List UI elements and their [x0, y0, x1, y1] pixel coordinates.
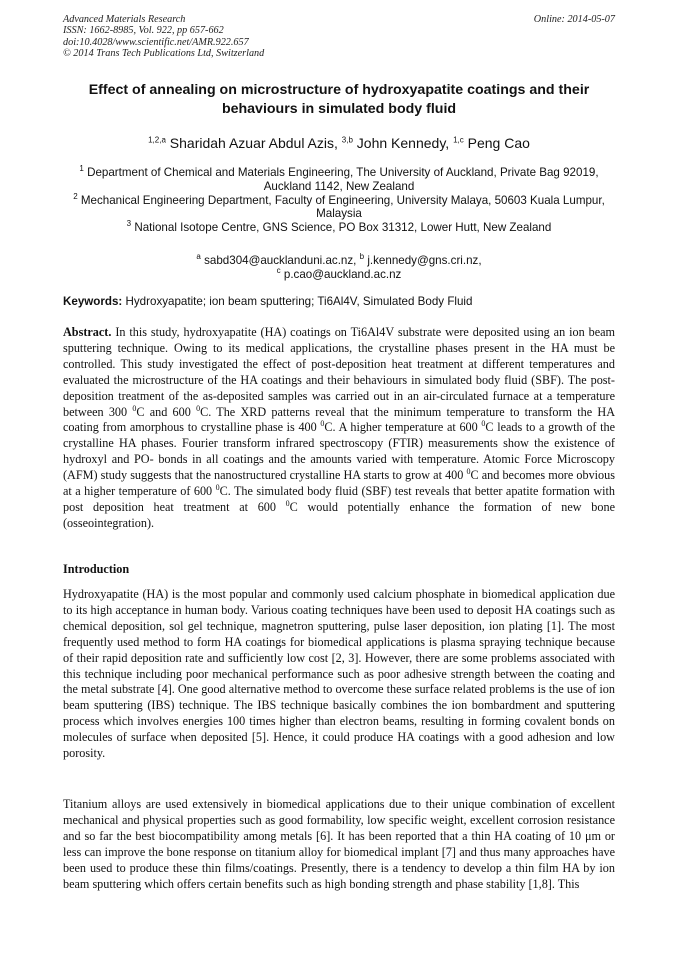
email-sup: a	[196, 252, 201, 262]
email-link[interactable]: j.kennedy@gns.cri.nz,	[367, 254, 482, 267]
keywords	[63, 295, 615, 309]
online-date: Online: 2014-05-07	[533, 14, 615, 25]
keywords-label: Keywords:	[63, 295, 123, 308]
keywords-text: Hydroxyapatite; ion beam sputtering; Ti6Al4V, Simulated Body Fluid	[125, 295, 473, 308]
abstract-text: C. The XRD patterns reveal that the minimum temperature to transform the HA coating from amorphous to crystalline phase is 400	[63, 404, 615, 435]
issn-line: ISSN: 1662-8985, Vol. 922, pp 657-662	[63, 25, 224, 37]
author-name: John Kennedy,	[356, 135, 450, 151]
author-list	[63, 134, 615, 152]
doi-line: doi:10.4028/www.scientific.net/AMR.922.657	[63, 36, 249, 48]
paragraph: Hydroxyapatite (HA) is the most popular and commonly used calcium phosphate in biomedical application due to its high acceptance in human body. Various coating techniques have been used to deposit HA coatings such as chemical deposition, sol gel technique, magnetron sputtering, pulse laser deposition, ion plating [1]. The most frequently used method to form HA coatings for biomedical applications is plasma spraying technique because of their rapid deposition rate and sufficiently low cost [2, 3]. However, there are some problems associated with this technique including poor mechanical performance such as poor adhesive strength between the coating and the metal substrate [4]. One good alternative method to overcome these surface related problems is the use of ion beam sputtering (IBS) technique. The IBS technique basically combines the ion bombardment and sputtering process which involves energies 100 times higher than electron beams, resulting in forming covalent bonds on molecules of surface when deposited [5]. Hence, it could produce HA coatings with a good adhesion and low porosity.	[63, 587, 615, 761]
author-sup: 3,b	[341, 135, 353, 145]
affiliation-list	[63, 166, 615, 235]
abstract-text: C and 600	[136, 404, 197, 419]
degree-sup: 0	[132, 403, 137, 413]
email-line	[63, 265, 615, 282]
abstract-text: C leads to a growth of the crystalline HA phases. Fourier transform infrared spectroscopy (FTIR) measurements show the existence of hydroxyl and PO- bonds in all coatings and the amounts varied with temperature. Atomic Force Microscopy (AFM) study suggests that the nanostructured crystalline HA starts to grow at 400	[63, 420, 615, 483]
abstract-text: C. A higher temperature at 600	[324, 420, 482, 435]
affiliation	[63, 221, 615, 235]
email-link[interactable]: sabd304@aucklanduni.ac.nz,	[204, 254, 357, 267]
author-name: Sharidah Azuar Abdul Azis,	[169, 135, 338, 151]
affiliation-sup: 3	[126, 219, 132, 229]
email-sup: b	[359, 252, 365, 262]
affiliation-sup: 1	[79, 164, 84, 174]
email-block	[63, 254, 615, 281]
abstract-text: C. The simulated body fluid (SBF) test reveals that better apatite formation with post deposition heat treatment at 600	[63, 484, 615, 514]
affiliation	[63, 166, 615, 194]
author-sup: 1,2,a	[148, 135, 166, 145]
abstract-text: C and becomes more obvious at a higher temperature of 600	[63, 468, 615, 499]
affiliation-sup: 2	[73, 191, 78, 201]
degree-sup: 0	[320, 419, 325, 429]
section-heading-introduction: Introduction	[63, 562, 130, 576]
degree-sup: 0	[285, 498, 290, 508]
degree-sup: 0	[215, 483, 220, 492]
abstract-text: In this study, hydroxyapatite (HA) coatings on Ti6Al4V substrate were deposited using an ion beam sputtering technique. Owing to its medical applications, the crystalline phases present in the HA must be controlled. This study investigated the effect of post-deposition heat treatment at different temperatures and evaluated the microstructure of the HA coatings and their behaviours in simulated body fluid (SBF). The post-deposition treatment of the as-deposited samples was carried out in an air-circulated furnace at a temperature between 300	[63, 325, 615, 419]
affiliation	[63, 191, 615, 222]
abstract-label: Abstract.	[63, 325, 112, 339]
journal-name: Advanced Materials Research	[63, 14, 186, 25]
degree-sup: 0	[196, 403, 201, 413]
copyright-line: © 2014 Trans Tech Publications Ltd, Switzerland	[63, 47, 265, 59]
paragraph: Titanium alloys are used extensively in biomedical applications due to their unique combination of excellent mechanical and physical properties such as good formability, low specific weight, excellent corrosion resistance and so far the best biocompatibility among metals [6]. It has been reported that a thin HA coating of 10 μm or less can improve the bone response on titanium alloy for biomedical implant [7] and thus many approaches have been used to produce these thin films/coatings. Presently, there is a tendency to develop a thin film HA by ion beam sputtering which offers certain benefits such as high bonding strength and phase stability [1,8]. This	[63, 797, 615, 891]
affiliation-text: National Isotope Centre, GNS Science, PO Box 31312, Lower Hutt, New Zealand	[134, 221, 552, 235]
author-name: Peng Cao	[467, 135, 530, 151]
degree-sup: 0	[466, 467, 471, 477]
degree-sup: 0	[481, 419, 486, 429]
paper-title: Effect of annealing on microstructure of hydroxyapatite coatings and their behaviours in simulated body fluid	[88, 82, 590, 117]
email-link[interactable]: p.cao@auckland.ac.nz	[283, 267, 402, 281]
abstract	[63, 325, 615, 532]
affiliation-text: Mechanical Engineering Department, Faculty of Engineering, University Malaya, 50603 Kuala Lumpur, Malaysia	[80, 193, 605, 221]
journal-header	[63, 14, 615, 59]
abstract-text: C would potentially enhance the formation of new bone (osseointegration).	[63, 499, 615, 530]
affiliation-text: Department of Chemical and Materials Engineering, The University of Auckland, Private Bag 92019, Auckland 1142, New Zealand	[87, 166, 599, 193]
email-sup: c	[276, 265, 281, 275]
email-line	[63, 254, 615, 268]
author-sup: 1,c	[453, 135, 464, 145]
